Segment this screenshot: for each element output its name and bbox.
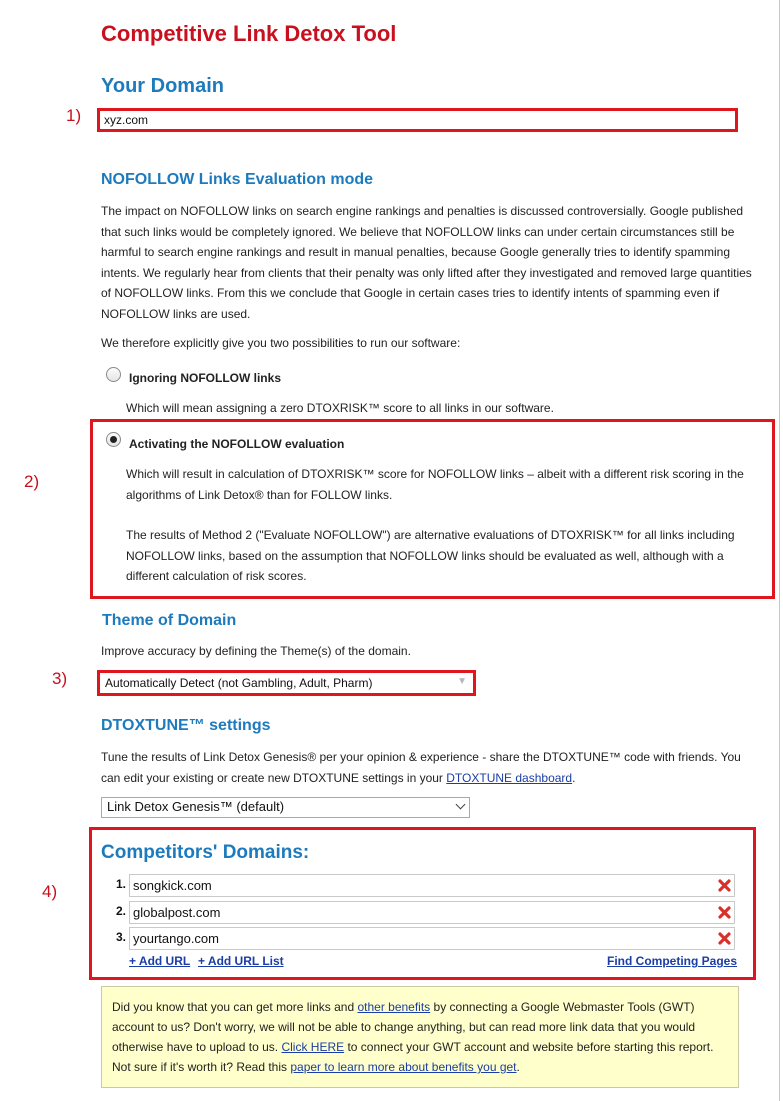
annotation-marker-1: 1) (66, 106, 82, 125)
dtoxtune-dashboard-link[interactable]: DTOXTUNE dashboard (446, 770, 573, 785)
ignore-nofollow-radio[interactable] (106, 367, 121, 382)
ignore-nofollow-label[interactable]: Ignoring NOFOLLOW links (129, 371, 281, 385)
gwt-text: to connect your GWT account and website before starting this report. Not sure if it's worth it? Read this (112, 1040, 714, 1074)
delete-icon[interactable] (717, 931, 732, 946)
page-title: Competitive Link Detox Tool (101, 21, 397, 46)
dropdown-arrow-icon: ▼ (457, 676, 467, 687)
competitor-domain-input[interactable] (129, 927, 735, 950)
nofollow-description: The impact on NOFOLLOW links on search engine rankings and penalties is discussed controversially. Google published that such links would be completely ignored. We believe that NOFOLLOW links can under certain circumstances still be harmful to search engine rankings and result in manual penalties, because Google generally tries to identify spamming intents. We regularly hear from clients that their penalty was only lifted after they investigated and removed large quantities of NOFOLLOW links. From this we conclude that Google in certain cases tries to identify intents of spamming even if NOFOLLOW links are used. (101, 204, 752, 321)
competitor-domain-input[interactable] (129, 901, 735, 924)
nofollow-options-intro: We therefore explicitly give you two possibilities to run our software: (101, 336, 461, 350)
competitor-number: 2. (115, 904, 126, 918)
activate-nofollow-description: Which will result in calculation of DTOXRISK™ score for NOFOLLOW links – albeit with a different risk scoring in the algorithms of Link Detox® than for FOLLOW links. (126, 467, 744, 502)
competitor-number: 3. (115, 930, 126, 944)
annotation-marker-4: 4) (42, 882, 58, 901)
competitor-number: 1. (115, 877, 126, 891)
benefits-paper-link[interactable]: paper to learn more about benefits you get (290, 1060, 517, 1074)
chevron-down-icon (456, 800, 466, 810)
dtoxtune-select[interactable] (101, 797, 470, 818)
dtoxtune-description-text: Tune the results of Link Detox Genesis® per your opinion & experience - share the DTOXTUNE™ code with friends. You can edit your existing or create new DTOXTUNE settings in your (101, 750, 741, 785)
dtoxtune-heading: DTOXTUNE™ settings (101, 717, 271, 734)
annotation-marker-2: 2) (24, 472, 40, 491)
activate-nofollow-label[interactable]: Activating the NOFOLLOW evaluation (129, 437, 345, 451)
gwt-text: Did you know that you can get more links and (112, 1000, 358, 1014)
ignore-nofollow-description: Which will mean assigning a zero DTOXRISK™ score to all links in our software. (126, 401, 554, 415)
add-url-list-link[interactable]: + Add URL List (198, 954, 284, 968)
activate-nofollow-radio[interactable] (106, 432, 121, 447)
competitors-heading: Competitors' Domains: (101, 842, 310, 863)
theme-heading: Theme of Domain (102, 612, 237, 629)
annotation-box-3 (97, 670, 476, 696)
page-right-border (779, 0, 780, 1101)
other-benefits-link[interactable]: other benefits (357, 1000, 431, 1014)
dtoxtune-description (101, 747, 761, 788)
add-url-link[interactable]: + Add URL (129, 954, 191, 968)
dtoxtune-description-end: . (572, 770, 576, 785)
competitor-row (110, 874, 738, 897)
gwt-text: . (516, 1060, 520, 1074)
competitor-row (110, 927, 738, 950)
dtoxtune-select-value: Link Detox Genesis™ (default) (107, 799, 285, 814)
delete-icon[interactable] (717, 878, 732, 893)
theme-description: Improve accuracy by defining the Theme(s) of the domain. (101, 644, 411, 658)
gwt-text: by connecting a Google Webmaster Tools (GWT) account to us? Don't worry, we will not be able to change anything, but can read more link data that you would otherwise have to upload to us. (112, 1000, 696, 1054)
annotation-marker-3: 3) (52, 669, 68, 688)
click-here-link[interactable]: Click HERE (281, 1040, 345, 1054)
find-competing-pages-link[interactable]: Find Competing Pages (607, 954, 738, 968)
competitor-row (110, 901, 738, 924)
annotation-box-1 (97, 108, 738, 132)
nofollow-heading: NOFOLLOW Links Evaluation mode (101, 171, 374, 188)
competitor-domain-input[interactable] (129, 874, 735, 897)
your-domain-heading: Your Domain (101, 75, 224, 97)
delete-icon[interactable] (717, 905, 732, 920)
theme-select-value: Automatically Detect (not Gambling, Adult, Pharm) (105, 676, 373, 690)
activate-nofollow-details: The results of Method 2 ("Evaluate NOFOLLOW") are alternative evaluations of DTOXRISK™ for all links including NOFOLLOW links, based on the assumption that NOFOLLOW links should be evaluated as well, although with a different calculation of risk scores. (126, 528, 735, 583)
gwt-info-box (101, 986, 739, 1088)
